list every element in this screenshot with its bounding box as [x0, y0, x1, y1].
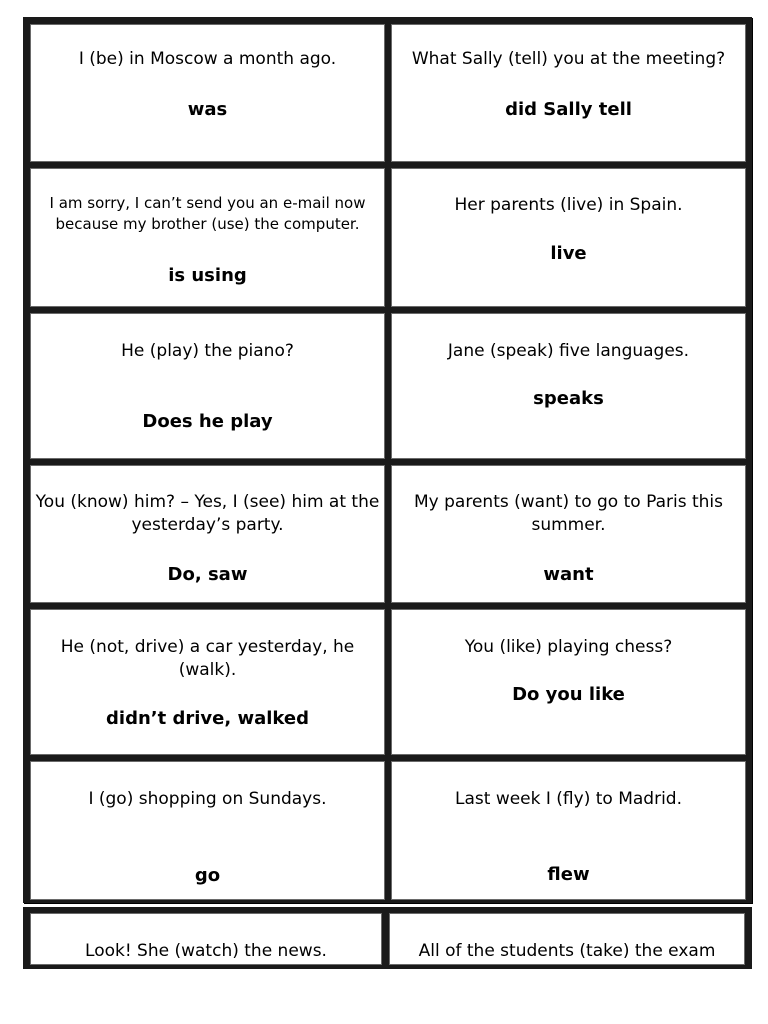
card-answer: did Sally tell [505, 99, 632, 120]
card-8 [391, 465, 746, 603]
card-question: Jane (speak) five languages. [447, 341, 690, 361]
card-7 [30, 465, 385, 603]
card-2 [391, 24, 746, 162]
card-answer: want [543, 564, 594, 585]
card-11 [30, 761, 385, 900]
card-question: What Sally (tell) you at the meeting? [411, 49, 726, 69]
card-question: I am sorry, I can’t send you an e-mail now because my brother (use) the computer. [49, 194, 366, 233]
card-12 [391, 761, 746, 900]
card-1 [30, 24, 385, 162]
card-question: You (like) playing chess? [464, 637, 673, 657]
card-question: I (go) shopping on Sundays. [88, 789, 327, 809]
card-3 [30, 168, 385, 307]
card-answer: Do, saw [167, 564, 248, 585]
card-answer: speaks [533, 388, 604, 409]
card-6 [391, 313, 746, 459]
card-question: Look! She (watch) the news. [85, 941, 327, 961]
card-9 [30, 609, 385, 755]
card-question: He (play) the piano? [121, 341, 294, 361]
card-question: All of the students (take) the exam [418, 941, 716, 961]
card-5 [30, 313, 385, 459]
card-14 [389, 913, 745, 965]
card-answer: go [194, 865, 221, 886]
card-answer: is using [168, 265, 247, 286]
card-answer: live [550, 243, 587, 264]
card-question: My parents (want) to go to Paris this summer. [414, 492, 723, 535]
card-10 [391, 609, 746, 755]
card-answer: was [187, 99, 228, 120]
card-answer: Do you like [512, 684, 625, 705]
card-4 [391, 168, 746, 307]
card-answer: flew [547, 864, 590, 885]
card-question: I (be) in Moscow a month ago. [78, 49, 337, 69]
card-answer: Does he play [142, 411, 273, 432]
card-13 [30, 913, 382, 965]
card-question: Last week I (fly) to Madrid. [455, 789, 682, 809]
card-answer: didn’t drive, walked [106, 708, 309, 729]
card-question: You (know) him? – Yes, I (see) him at the yesterday’s party. [35, 492, 380, 535]
card-question: Her parents (live) in Spain. [454, 195, 683, 215]
card-question: He (not, drive) a car yesterday, he (walk). [60, 637, 355, 680]
